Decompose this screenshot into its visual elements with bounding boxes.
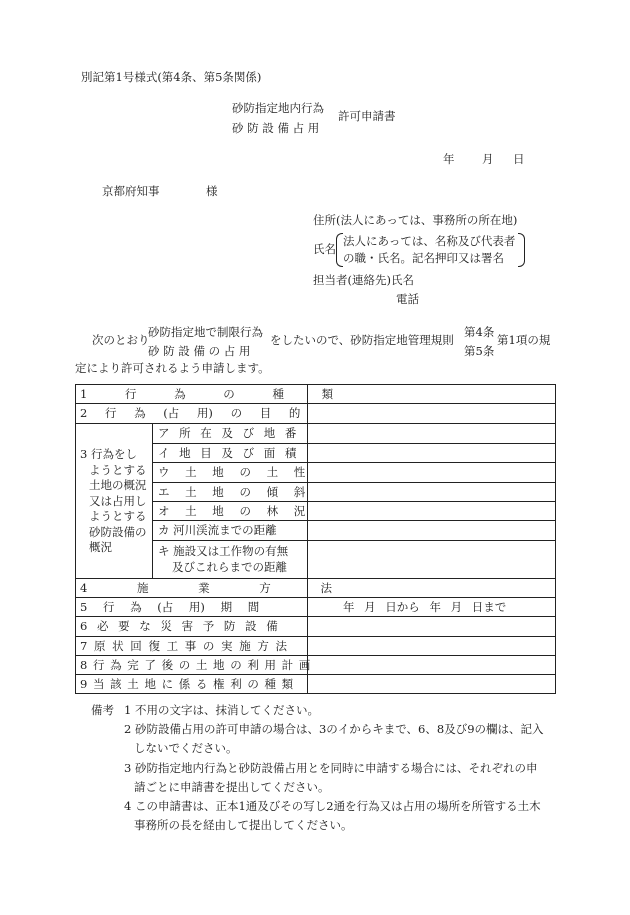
row-disaster-prevention-label: 6 必 要 な 災 害 予 防 設 備 [80,619,278,633]
phone-label: 電話 [396,292,419,306]
note-2-line1: 2 砂防設備占用の許可申請の場合は、3のイからキまで、6、8及び9の欄は、記入 [124,722,544,736]
contact-person-label: 担当者(連絡先)氏名 [313,273,414,287]
applicant-address-label: 住所(法人にあっては、事務所の所在地) [313,213,518,227]
name-note-bracket-right [518,233,525,267]
note-1: 1 不用の文字は、抹消してください。 [124,703,319,717]
row-restoration-label: 7 原 状 回 復 工 事 の 実 施 方 法 [80,639,288,653]
sub-facility-label: キ 施設又は工作物の有無 及びこれらまでの距離 [158,544,289,574]
sub-forest-label: オ 土 地 の 林 況 [158,504,306,518]
row-land-condition-label: 3 行為をし ようとする 土地の概況 又は占用し ようとする 砂防設備の 概況 [80,447,147,554]
note-2-line2: しないでください。 [134,741,238,755]
date-month-label: 月 [482,152,494,166]
note-3-line2: 請ごとに申請書を提出してください。 [134,780,330,794]
sub-river-distance-label: カ 河川渓流までの距離 [158,523,277,537]
date-day-label: 日 [513,152,525,166]
row-period-label: 5 行 為 (占 用) 期 間 [80,600,260,614]
body-article-options [464,323,494,361]
name-note-line1: 法人にあっては、名称及び代表者 [343,234,516,248]
notes-label: 備考 [91,703,114,717]
form-reference: 別記第1号様式(第4条、第5条関係) [81,70,262,84]
addressee: 京都府知事 [102,184,160,198]
body-option-restricted-act: 砂防指定地で制限行為 [148,325,263,339]
body-article-5: 第5条 [464,344,495,358]
name-note-line2: の職・氏名。記名押印又は署名 [343,251,504,265]
row-purpose-label: 2 行 為 (占 用) の 目 的 [80,406,301,420]
document-title: 許可申請書 [338,109,396,123]
row-method-label: 4 施 業 方 法 [80,581,332,595]
body-article-4: 第4条 [464,325,495,339]
addressee-honorific: 様 [206,184,218,198]
title-options [232,98,324,138]
date-year-label: 年 [443,152,455,166]
body-option-facility-occupation: 砂 防 設 備 の 占 用 [148,344,251,358]
sub-soil-label: ウ 土 地 の 土 性 [158,465,306,479]
sub-land-category-label: イ 地 目 及 び 面 積 [158,446,297,460]
row-land-use-plan-label: 8 行 為 完 了 後 の 土 地 の 利 用 計 画 [80,658,311,672]
title-option-facility-occupation: 砂 防 設 備 占 用 [232,121,320,135]
note-4-line1: 4 この申請書は、正本1通及びその写し2通を行為又は占用の場所を所管する土木 [124,799,541,813]
row-rights-label: 9 当 該 土 地 に 係 る 権 利 の 種 類 [80,677,294,691]
title-option-restricted-act: 砂防指定地内行為 [232,101,324,115]
body-text-middle: をしたいので、砂防指定地管理規則 [270,333,454,347]
body-text-end: 第1項の規 [497,333,551,347]
body-text-start: 次のとおり [92,333,150,347]
sub-location-label: ア 所 在 及 び 地 番 [158,426,297,440]
sub-slope-label: エ 土 地 の 傾 斜 [158,485,306,499]
name-note-bracket-left [336,233,343,267]
applicant-name-label: 氏名 [313,242,336,256]
note-4-line2: 事務所の長を経由して提出してください。 [134,818,353,832]
name-note [343,233,515,267]
note-3-line1: 3 砂防指定地内行為と砂防設備占用とを同時に申請する場合には、それぞれの申 [124,761,538,775]
body-text-line2: 定により許可されるよう申請します。 [75,361,270,375]
row-act-type-label: 1 行 為 の 種 類 [80,387,334,401]
body-act-options [148,323,263,361]
row-period-value: 年 月 日から 年 月 日まで [343,600,507,614]
